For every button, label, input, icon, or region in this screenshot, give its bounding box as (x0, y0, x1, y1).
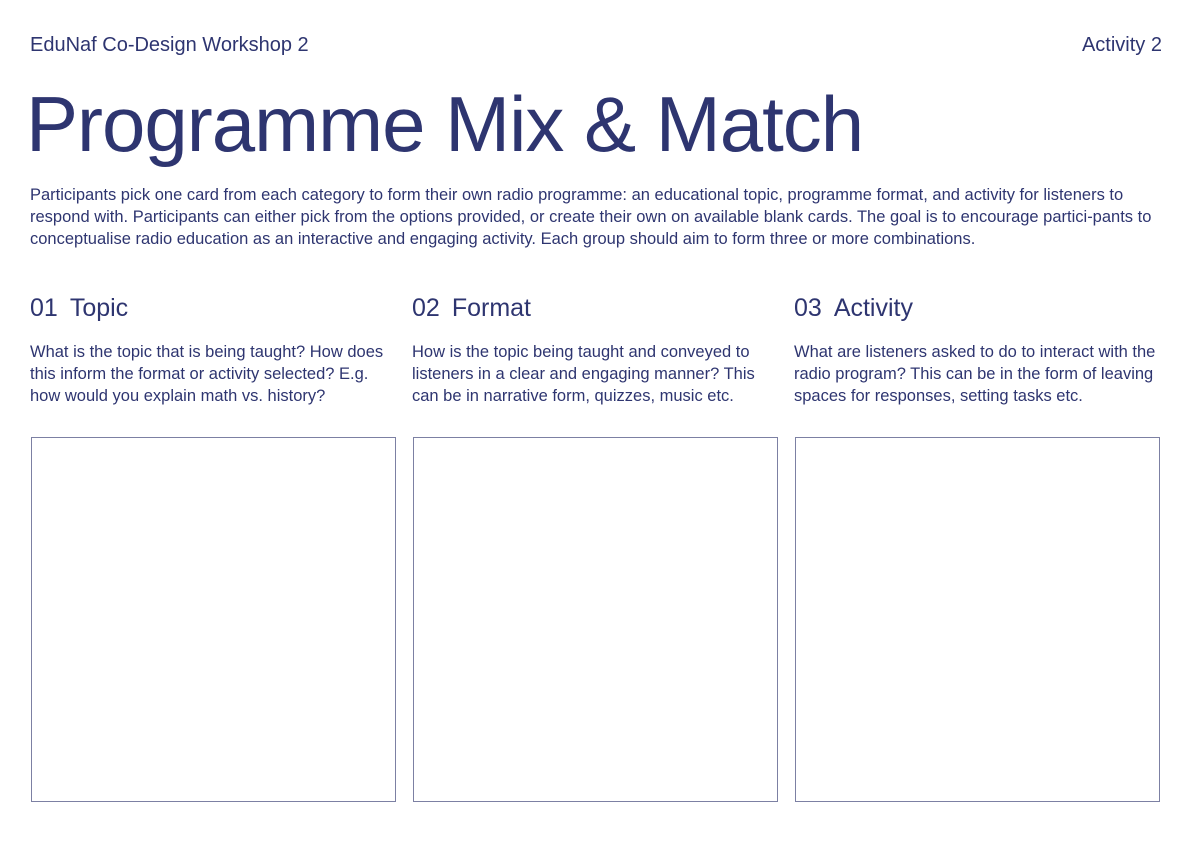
column-title: Activity (833, 294, 913, 322)
intro-paragraph: Participants pick one card from each category to form their own radio programme: an educational topic, programme format, and activity for listeners to respond with. Participants can either pick from the options provided, or create their own on available blank cards. The goal is to encourage partici-pants to conceptualise radio education as an interactive and engaging activity. Each group should aim to form three or more combinations. (30, 186, 1152, 248)
column-format (412, 292, 780, 405)
activity-card-placeholder (795, 437, 1160, 802)
column-heading (412, 292, 780, 324)
column-topic (30, 292, 398, 405)
column-title: Topic (69, 294, 129, 322)
column-title: Format (451, 294, 531, 322)
page-title: Programme Mix & Match (26, 80, 864, 168)
column-heading (794, 292, 1162, 324)
column-description: What are listeners asked to do to interact with the radio program? This can be in the form of leaving spaces for responses, setting tasks etc. (794, 343, 1156, 405)
format-card-placeholder (413, 437, 778, 802)
column-number: 03 (794, 294, 822, 322)
column-activity (794, 292, 1162, 405)
column-description: What is the topic that is being taught? How does this inform the format or activity selected? E.g. how would you explain math vs. history? (30, 343, 384, 405)
topic-card-placeholder (31, 437, 396, 802)
activity-label: Activity 2 (1081, 34, 1162, 56)
column-number: 01 (30, 294, 58, 322)
column-number: 02 (412, 294, 440, 322)
workshop-title: EduNaf Co-Design Workshop 2 (30, 34, 309, 56)
column-heading (30, 292, 398, 324)
column-description: How is the topic being taught and conveyed to listeners in a clear and engaging manner? This can be in narrative form, quizzes, music etc. (412, 343, 755, 405)
